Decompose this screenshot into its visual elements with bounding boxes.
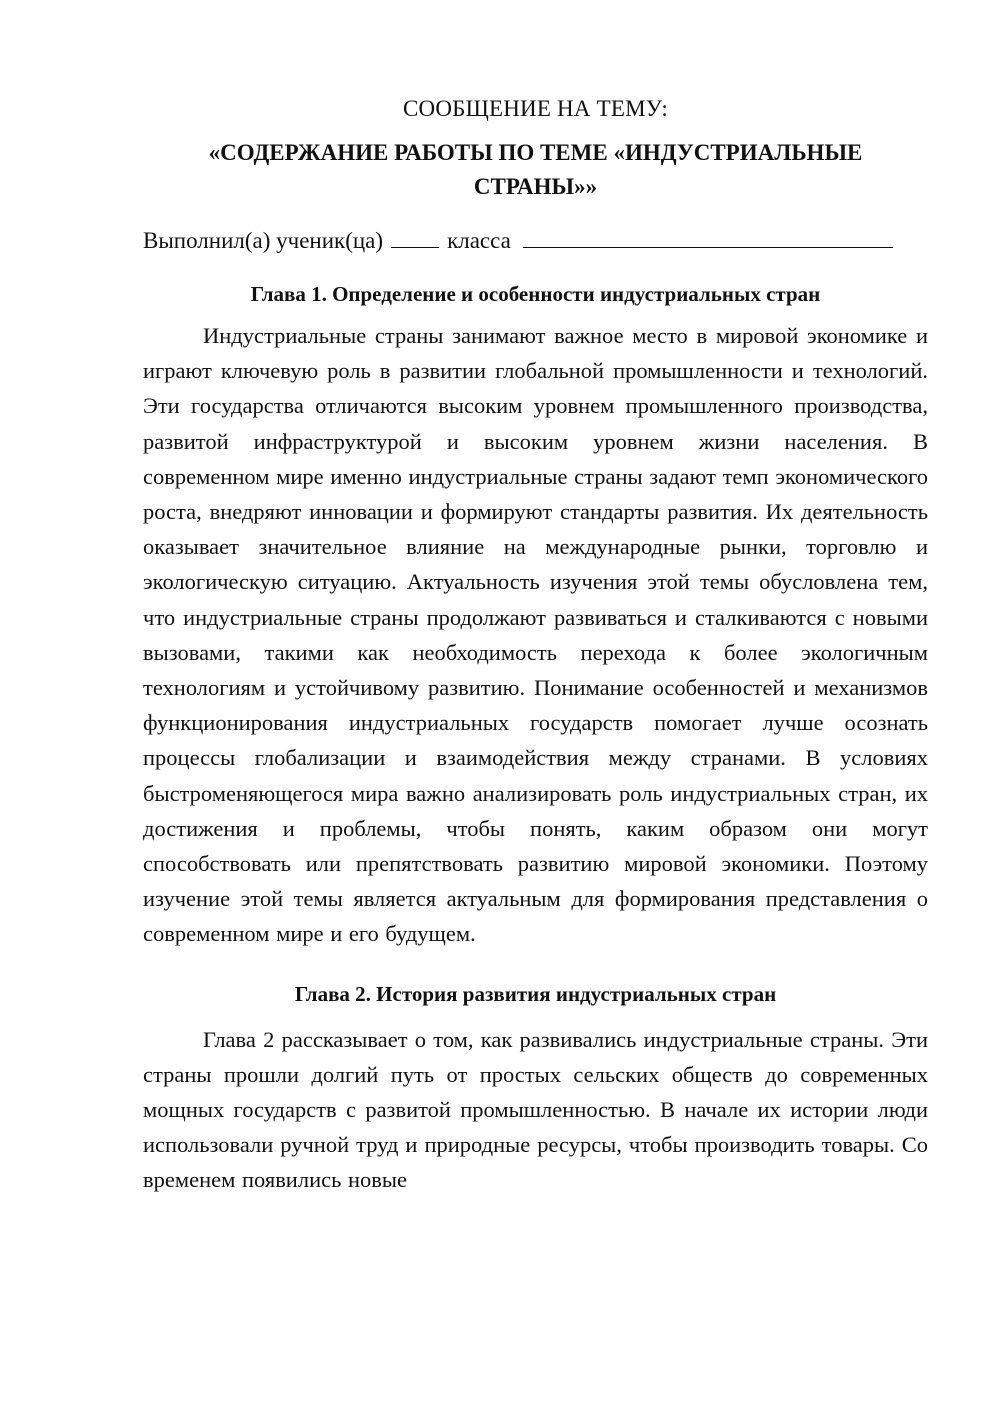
document-title: «СОДЕРЖАНИЕ РАБОТЫ ПО ТЕМЕ «ИНДУСТРИАЛЬНЫЕ СТРАНЫ»» [208, 140, 863, 199]
chapter-1-heading: Глава 1. Определение и особенности индустриальных стран [250, 282, 821, 306]
grade-blank-field[interactable] [391, 227, 439, 248]
chapter-2-paragraph: Глава 2 рассказывает о том, как развивались индустриальные страны. Эти страны прошли долгий путь от простых сельских обществ до современных мощных государств с развитой промышленностью. В начале их истории люди использовали ручной труд и природные ресурсы, чтобы производить товары. Со временем появились новые [143, 1026, 928, 1193]
author-line [143, 224, 928, 258]
chapter-1-paragraph: Индустриальные страны занимают важное место в мировой экономике и играют ключевую роль в развитии глобальной промышленности и технологий. Эти государства отличаются высоким уровнем промышленного производства, развитой инфраструктурой и высоким уровнем жизни населения. В современном мире именно индустриальные страны задают темп экономического роста, внедряют инновации и формируют стандарты развития. Их деятельность оказывает значительное влияние на международные рынки, торговлю и экологическую ситуацию. Актуальность изучения этой темы обусловлена тем, что индустриальные страны продолжают развиваться и сталкиваются с новыми вызовами, такими как необходимость перехода к более экологичным технологиям и устойчивому развитию. Понимание особенностей и механизмов функционирования индустриальных государств помогает лучше осознать процессы глобализации и взаимодействия между странами. В условиях быстроменяющегося мира важно анализировать роль индустриальных стран, их достижения и проблемы, чтобы понять, каким образом они могут способствовать или препятствовать развитию мировой экономики. Поэтому изучение этой темы является актуальным для формирования представления о современном мире и его будущем. [143, 323, 928, 947]
class-label: класса [447, 228, 511, 253]
subject-line: СООБЩЕНИЕ НА ТЕМУ: [403, 96, 668, 121]
performed-by-label: Выполнил(а) ученик(ца) [143, 228, 384, 253]
chapter-2-heading: Глава 2. История развития индустриальных стран [294, 981, 777, 1006]
document-page [143, 92, 928, 1198]
class-name-blank-field[interactable] [523, 227, 893, 248]
